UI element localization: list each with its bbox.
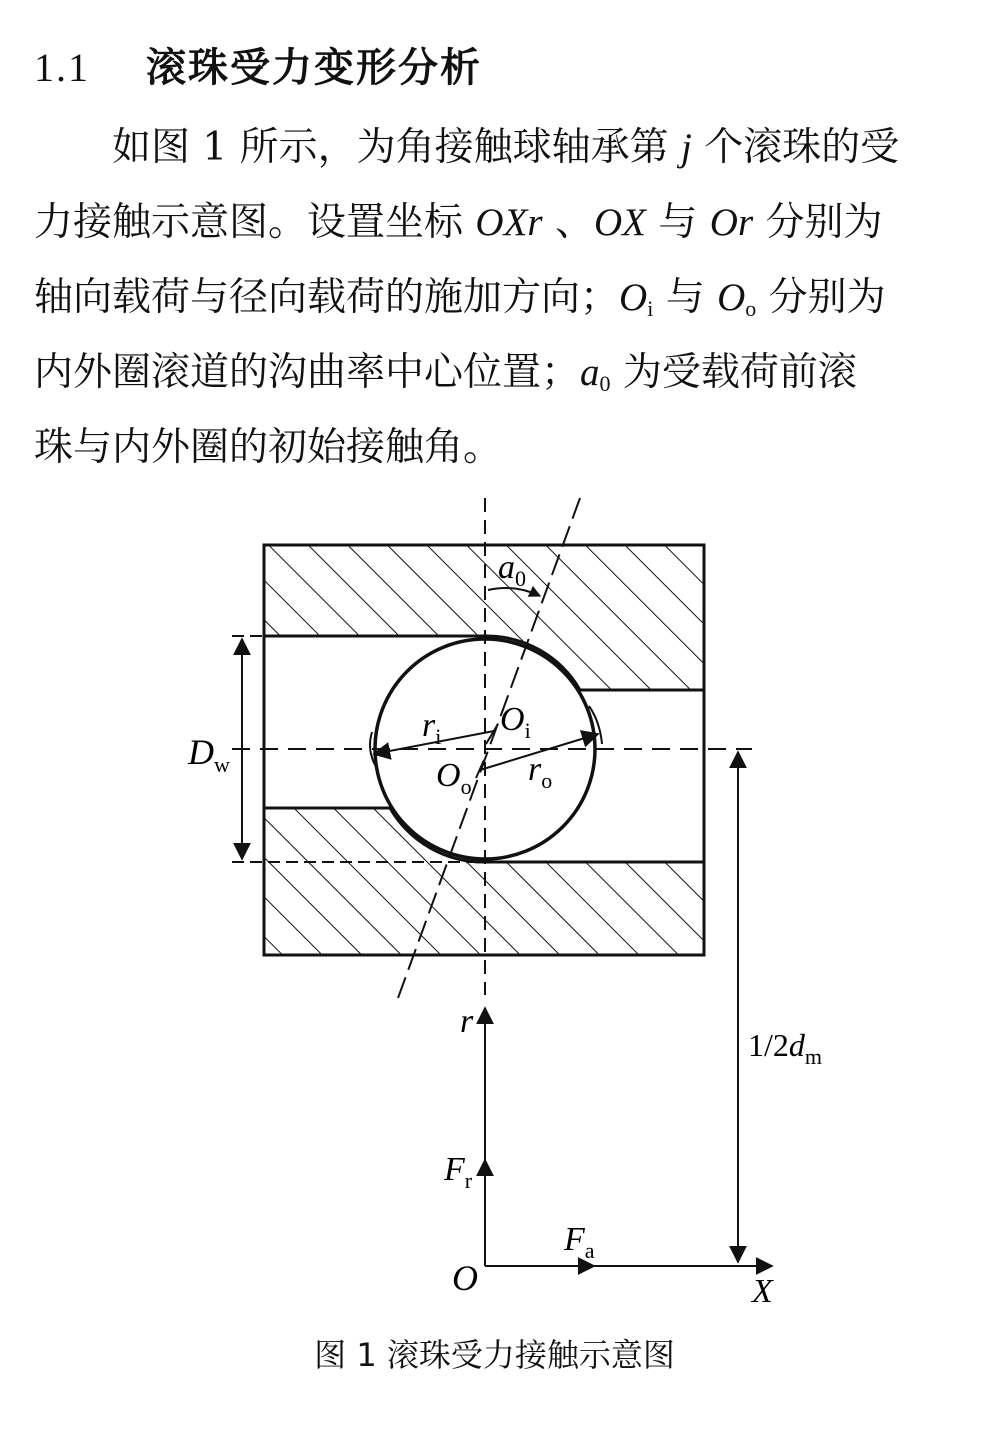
label-alpha: $a_0$: [498, 549, 526, 591]
label-half-dm: $1/2d_m$: [748, 1027, 823, 1069]
label-fr: $F_r$: [444, 1151, 473, 1193]
var-oi-sub: i: [647, 296, 654, 321]
label-oo: $O_o$: [436, 757, 472, 799]
label-r-axis: r: [460, 1003, 474, 1040]
para-line-2: [34, 185, 964, 260]
body-paragraph: [34, 110, 964, 485]
var-a0: a: [580, 351, 600, 394]
label-fa: $F_a$: [564, 1221, 595, 1263]
text-run: 如图 1 所示，为角接触球轴承第: [112, 125, 682, 170]
para-line-3: [34, 260, 964, 335]
var-j: j: [681, 126, 692, 169]
figure-caption: 图 1 滚珠受力接触示意图: [314, 1336, 675, 1374]
para-line-5: [34, 410, 964, 485]
para-line-4: [34, 335, 964, 410]
text-run: 分别为: [753, 200, 883, 245]
var-oo-sub: o: [745, 296, 757, 321]
text-run: 与: [645, 200, 710, 245]
text-run: 内外圈滚道的沟曲率中心位置；: [34, 350, 581, 395]
section-title: 滚珠受力变形分析: [146, 44, 482, 91]
text-run: 、: [542, 200, 594, 245]
var-ox: OX: [593, 201, 646, 244]
text-run: 珠与内外圈的初始接触角。: [34, 425, 503, 470]
text-run: 为受载荷前滚: [610, 350, 857, 395]
section-heading: [34, 36, 482, 93]
text-run: 分别为: [756, 275, 886, 320]
var-or: Or: [709, 201, 754, 244]
bearing-contact-diagram: [0, 490, 989, 1320]
var-oo: O: [717, 276, 746, 319]
label-dw: $D_w$: [188, 732, 230, 777]
label-origin: O: [452, 1258, 478, 1298]
var-oi: O: [619, 276, 648, 319]
text-run: 个滚珠的受: [691, 125, 900, 170]
label-ri: $r_i$: [422, 707, 442, 749]
text-run: 力接触示意图。设置坐标: [34, 200, 476, 245]
label-x-axis: X: [752, 1273, 773, 1310]
var-oxr: OXr: [475, 201, 543, 244]
label-oi: $O_i$: [500, 701, 531, 743]
text-run: 轴向载荷与径向载荷的施加方向；: [34, 275, 620, 320]
para-line-1: [34, 110, 964, 185]
section-number: 1.1: [34, 45, 90, 90]
text-run: 与: [653, 275, 718, 320]
var-a0-sub: 0: [599, 371, 611, 396]
label-ro: $r_o$: [528, 751, 553, 793]
